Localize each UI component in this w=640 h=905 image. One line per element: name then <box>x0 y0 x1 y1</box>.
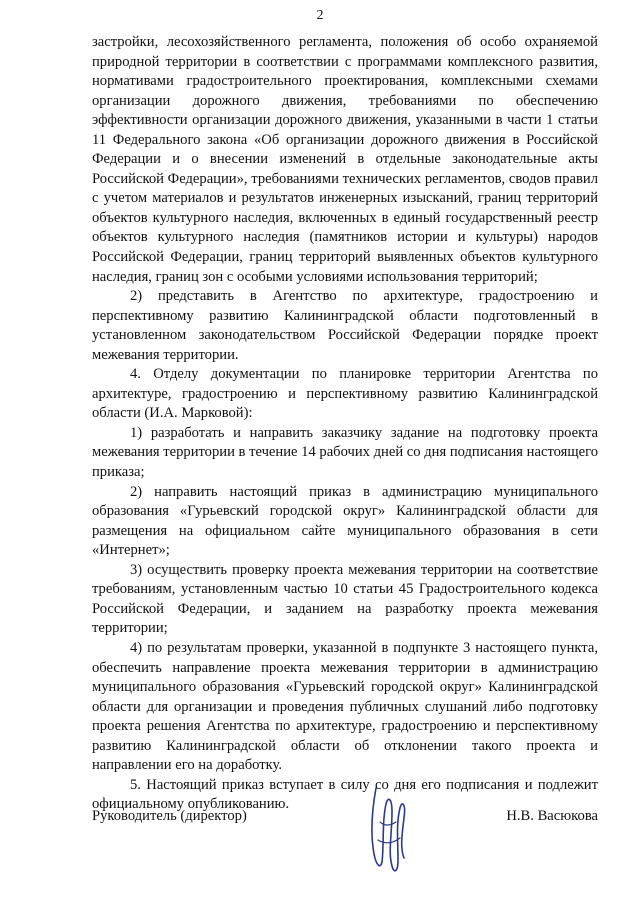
signatory-name: Н.В. Васюкова <box>506 808 598 824</box>
paragraph-point-4-2: 2) направить настоящий приказ в администрацию муниципального образования «Гурьевский городской округ» Калининградской области для размещения на официальном сайте муниципального образования в сети «Интернет»; <box>92 483 598 559</box>
signature-block <box>92 808 598 832</box>
paragraph-point-4-3: 3) осуществить проверку проекта межевания территории на соответствие требованиям, установленным частью 10 статьи 45 Градостроительного кодекса Российской Федерации, и заданием на разработку проекта межевания территории; <box>92 561 598 637</box>
paragraph-point-5: 5. Настоящий приказ вступает в силу со дня его подписания и подлежит официальному опубликованию. <box>92 776 598 813</box>
document-body <box>92 33 598 815</box>
signatory-title: Руководитель (директор) <box>92 808 247 824</box>
handwritten-signature <box>362 782 410 878</box>
paragraph-point-4-1: 1) разработать и направить заказчику задание на подготовку проекта межевания территории в течение 14 рабочих дней со дня подписания настоящего приказа; <box>92 424 598 481</box>
paragraph-continuation: застройки, лесохозяйственного регламента, положения об особо охраняемой природной территории в соответствии с программами комплексного развития, нормативами градостроительного проектирования, комплексными схемами организации дорожного движения, требованиями по обеспечению эффективности организации дорожного движения, указанными в части 1 статьи 11 Федерального закона «Об организации дорожного движения в Российской Федерации и о внесении изменений в отдельные законодательные акты Российской Федерации», требованиями технических регламентов, сводов правил с учетом материалов и результатов инженерных изысканий, границ территорий объектов культурного наследия, включенных в единый государственный реестр объектов культурного наследия (памятников истории и культуры) народов Российской Федерации, границ территорий выявленных объектов культурного наследия, границ зон с особыми условиями использования территорий; <box>92 34 598 285</box>
paragraph-point-4-4: 4) по результатам проверки, указанной в подпункте 3 настоящего пункта, обеспечить направление проекта межевания территории в администрацию муниципального образования «Гурьевский городской округ» Калининградской области для организации и проведения публичных слушаний либо подготовку проекта решения Агентства по архитектуре, градостроению и перспективному развитию Калининградской области об отклонении такого проекта и направлении его на доработку. <box>92 639 598 774</box>
paragraph-point-4: 4. Отделу документации по планировке территории Агентства по архитектуре, градостроению и перспективному развитию Калининградской области (И.А. Марковой): <box>92 366 598 422</box>
page-number: 2 <box>316 8 324 23</box>
paragraph-item-3-2: 2) представить в Агентство по архитектуре, градостроению и перспективному развитию Калининградской области подготовленный в установленном законодательством Российской Федерации порядке проект межевания территории. <box>92 288 598 363</box>
